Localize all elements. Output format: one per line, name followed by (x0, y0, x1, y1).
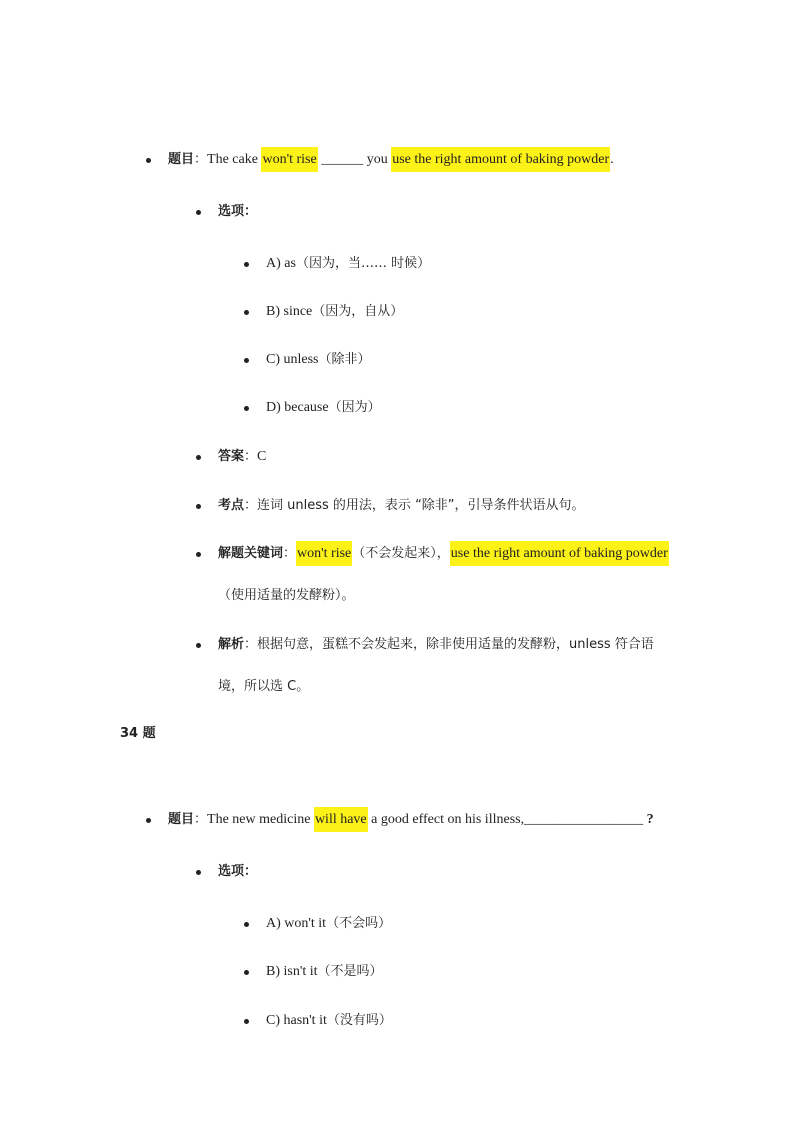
point-label: 考点 (218, 498, 245, 513)
bullet-icon (146, 158, 151, 163)
option-translation: （不是吗） (317, 964, 383, 979)
bullet-icon (196, 504, 201, 509)
option-text: A) won't it (266, 916, 327, 931)
question-text-part: The new medicine (207, 812, 314, 827)
answer-label: 答案 (218, 449, 245, 464)
answer-blank: _________________ (524, 812, 644, 827)
bullet-icon (244, 310, 249, 315)
bullet-icon (244, 970, 249, 975)
question-label: 题目 (168, 812, 195, 827)
bullet-icon (196, 455, 201, 460)
option-text: C) hasn't it (266, 1013, 327, 1028)
bullet-icon (244, 262, 249, 267)
point-text: 连词 unless 的用法，表示 “除非”，引导条件状语从句。 (257, 498, 585, 513)
option-translation: （没有吗） (326, 1013, 392, 1028)
highlighted-phrase: won't rise (296, 541, 352, 566)
bullet-icon (244, 358, 249, 363)
section-title: 34 题 (120, 726, 156, 741)
option-translation: （因为） (328, 400, 381, 415)
option-text: B) isn't it (266, 964, 318, 979)
highlighted-phrase: use the right amount of baking powder (391, 147, 610, 172)
highlighted-phrase: won't rise (261, 147, 317, 172)
option-translation: （除非） (318, 352, 371, 367)
question-label: 题目 (168, 152, 195, 167)
highlighted-phrase: will have (314, 807, 368, 832)
bullet-icon (244, 922, 249, 927)
bullet-icon (196, 552, 201, 557)
keywords-label: 解题关键词 (218, 546, 284, 561)
option-translation: （因为，自从） (312, 304, 404, 319)
question-text-part: The cake (207, 152, 262, 167)
analysis-label: 解析 (218, 637, 245, 652)
bullet-icon (196, 210, 201, 215)
bullet-icon (244, 406, 249, 411)
options-label: 选项： (218, 864, 258, 879)
options-label: 选项： (218, 204, 258, 219)
bullet-icon (146, 818, 151, 823)
option-text: C) unless (266, 352, 319, 367)
bullet-icon (244, 1019, 249, 1024)
question-text-part: a good effect on his illness, (367, 812, 525, 827)
bullet-icon (196, 870, 201, 875)
bullet-icon (196, 643, 201, 648)
analysis-text: 境，所以选 C。 (218, 679, 310, 694)
option-translation: （不会吗） (326, 916, 392, 931)
analysis-text: 根据句意，蛋糕不会发起来，除非使用适量的发酵粉，unless 符合语 (257, 637, 654, 652)
option-text: B) since (266, 304, 313, 319)
option-text: D) because (266, 400, 329, 415)
highlighted-phrase: use the right amount of baking powder (450, 541, 669, 566)
option-translation: （因为，当…… 时候） (295, 256, 431, 271)
option-text: A) as (266, 256, 296, 271)
question-text-part: ______ you (317, 152, 392, 167)
answer-value: C (257, 449, 267, 464)
keywords-translation: （使用适量的发酵粉）。 (218, 588, 355, 603)
